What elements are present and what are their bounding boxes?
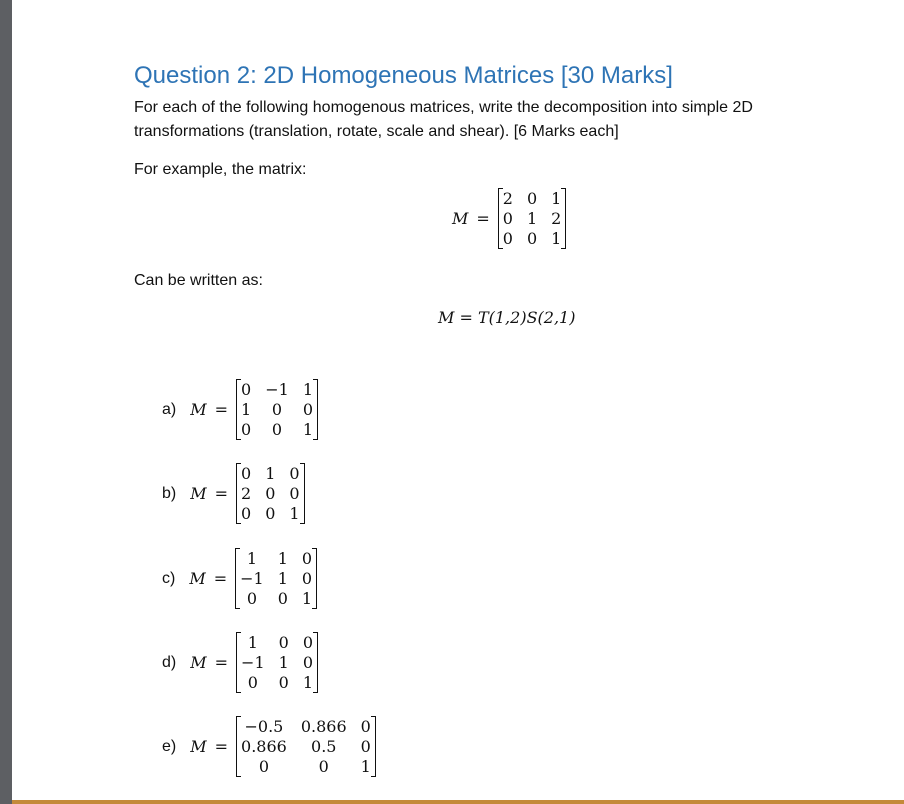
problem-var: M: [190, 484, 207, 503]
matrix-cell: 0: [502, 209, 513, 228]
problem-label: e): [162, 737, 177, 755]
matrix-cell: 1: [551, 229, 562, 248]
example-matrix-equation: [452, 188, 566, 249]
matrix-cell: −1: [240, 569, 264, 588]
matrix-cell: 0: [526, 229, 538, 248]
matrix-cell: −0.5: [244, 717, 284, 736]
matrix-cell: 0: [301, 569, 313, 588]
matrix-cell: 2: [551, 209, 562, 228]
matrix-cell: 0: [271, 400, 283, 419]
problem-label: a): [162, 400, 177, 418]
matrix-cell: 0: [289, 464, 300, 483]
problem-eq: =: [213, 569, 228, 588]
matrix-cell: 2: [241, 484, 252, 503]
matrix-cell: 1: [277, 569, 288, 588]
matrix-cell: 0: [241, 504, 252, 523]
matrix-cell: 0: [289, 484, 300, 503]
problem-var: M: [190, 400, 207, 419]
problem-matrix: [236, 632, 318, 693]
matrix-cell: 0: [265, 504, 276, 523]
matrix-cell: 1: [551, 189, 562, 208]
matrix-cell: 0: [246, 589, 258, 608]
matrix-cell: 0: [265, 484, 276, 503]
matrix-cell: 1: [360, 757, 371, 776]
example-var: M: [452, 209, 469, 228]
matrix-cell: 1: [302, 420, 313, 439]
matrix-cell: 0: [301, 549, 313, 568]
problem-label: b): [162, 484, 177, 502]
matrix-cell: 1: [302, 673, 313, 692]
intro-line-1: For each of the following homogenous matrices, write the decomposition into simple 2D: [134, 99, 753, 116]
matrix-cell: 1: [526, 209, 538, 228]
problem-var: M: [189, 569, 206, 588]
matrix-cell: 0: [526, 189, 538, 208]
matrix-cell: 0: [247, 673, 258, 692]
problem-eq: =: [214, 484, 229, 503]
matrix-cell: 1: [247, 633, 258, 652]
matrix-cell: 0: [302, 400, 313, 419]
matrix-cell: −1: [241, 653, 265, 672]
problem-eq: =: [214, 400, 229, 419]
matrix-cell: 1: [241, 400, 252, 419]
matrix-cell: −1: [265, 380, 289, 399]
question-heading: Question 2: 2D Homogeneous Matrices [30 Marks]: [134, 62, 673, 89]
problem-b: [162, 463, 305, 524]
problem-matrix: [236, 463, 305, 524]
matrix-cell: 0: [241, 464, 252, 483]
matrix-cell: 0: [277, 589, 288, 608]
matrix-cell: 1: [246, 549, 258, 568]
matrix-cell: 0: [302, 633, 313, 652]
matrix-cell: 0: [271, 420, 283, 439]
problem-matrix: [235, 548, 317, 609]
matrix-cell: 1: [265, 464, 276, 483]
viewer-edge: [0, 0, 12, 804]
page-bottom-rule: [12, 800, 904, 804]
example-decomposition: M = T(1,2)S(2,1): [438, 308, 576, 327]
matrix-cell: 0: [502, 229, 513, 248]
matrix-cell: 0: [241, 420, 252, 439]
matrix-cell: 1: [301, 589, 313, 608]
example-matrix: [498, 188, 567, 249]
problem-var: M: [190, 737, 207, 756]
problem-e: [162, 716, 376, 777]
matrix-cell: 1: [278, 653, 289, 672]
matrix-cell: 0: [278, 633, 289, 652]
matrix-cell: 0: [241, 380, 252, 399]
matrix-cell: 2: [502, 189, 513, 208]
matrix-cell: 0: [360, 737, 371, 756]
matrix-cell: 1: [302, 380, 313, 399]
problem-a: [162, 379, 318, 440]
intro-line-2: transformations (translation, rotate, scale and shear). [6 Marks each]: [134, 123, 619, 140]
example-eq: =: [476, 209, 490, 228]
matrix-cell: 1: [277, 549, 288, 568]
problem-eq: =: [214, 653, 229, 672]
matrix-cell: 1: [289, 504, 300, 523]
matrix-cell: 0: [302, 653, 313, 672]
matrix-cell: 0.5: [311, 737, 337, 756]
problem-matrix: [236, 716, 376, 777]
can-be-written: Can be written as:: [134, 272, 263, 289]
problem-matrix: [236, 379, 318, 440]
matrix-cell: 0: [278, 673, 289, 692]
matrix-cell: 0: [318, 757, 329, 776]
problem-c: [162, 548, 317, 609]
matrix-cell: 0: [360, 717, 371, 736]
problem-var: M: [190, 653, 207, 672]
matrix-cell: 0: [258, 757, 270, 776]
problem-d: [162, 632, 318, 693]
matrix-cell: 0.866: [300, 717, 347, 736]
problem-eq: =: [214, 737, 229, 756]
matrix-cell: 0.866: [241, 737, 287, 756]
example-intro: For example, the matrix:: [134, 161, 307, 178]
problem-label: c): [162, 569, 176, 587]
problem-label: d): [162, 653, 177, 671]
